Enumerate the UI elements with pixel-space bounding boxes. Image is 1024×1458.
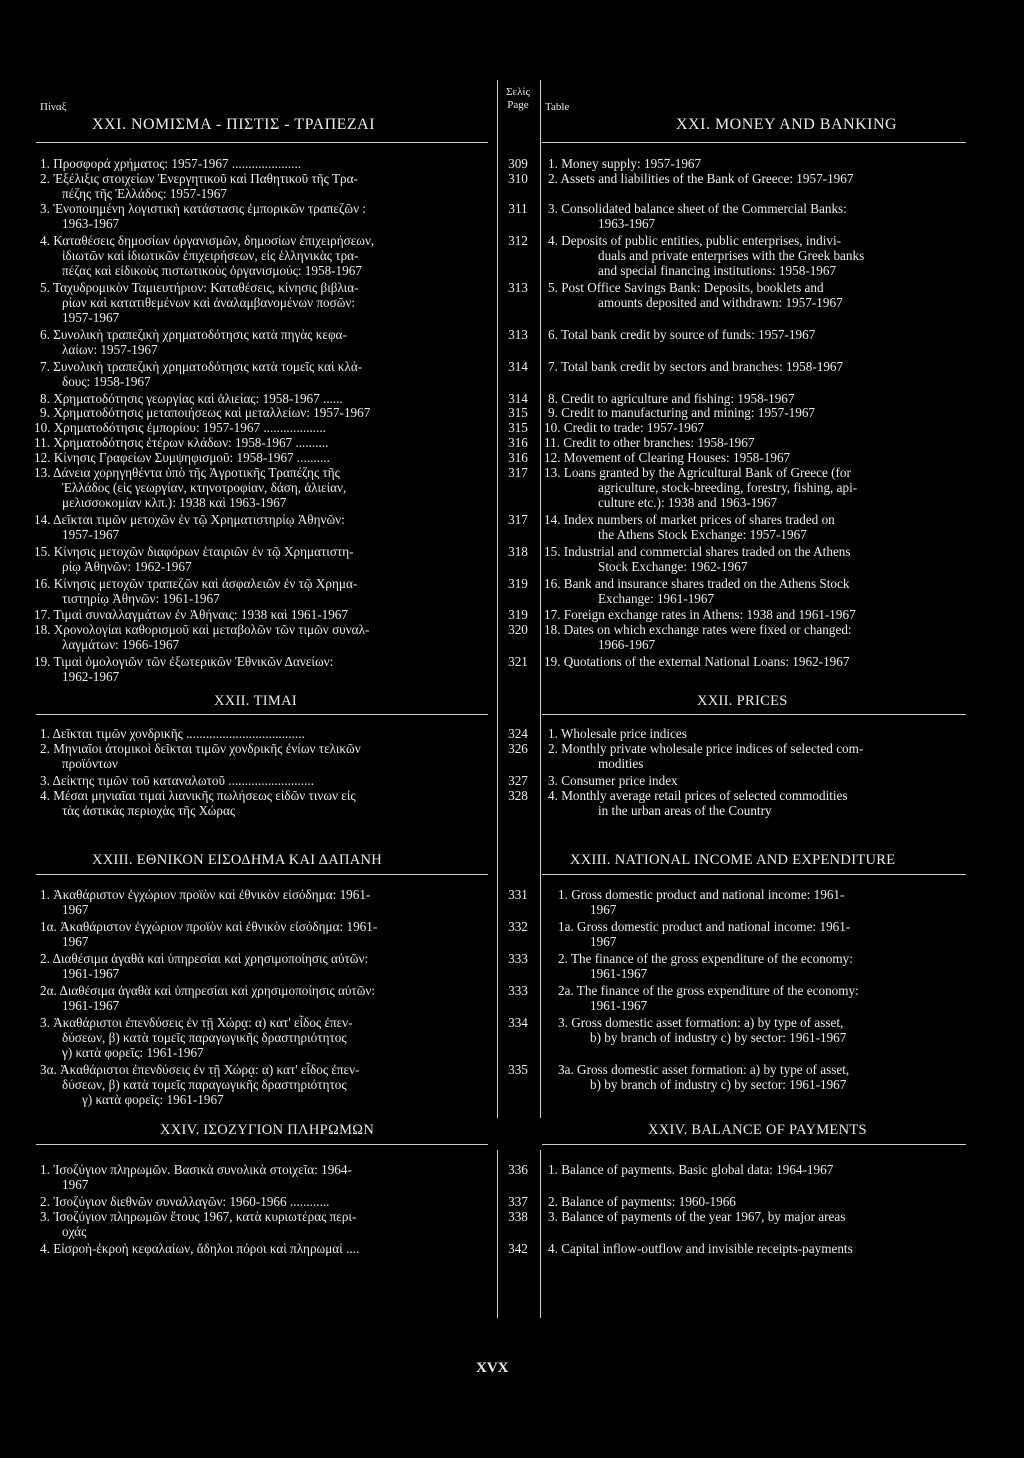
page-number: 310 <box>508 171 528 186</box>
page-number: 317 <box>508 512 528 527</box>
en-entry: Stock Exchange: 1962-1967 <box>598 559 748 574</box>
gr-entry: 3. Ἰσοζύγιον πληρωμῶν ἔτους 1967, κατὰ κυριωτέρας περι- <box>40 1209 357 1224</box>
header-rule-left <box>36 142 488 143</box>
gr-entry: 1α. Ἀκαθάριστον ἐγχώριον προϊὸν καὶ ἐθνικὸν εἰσόδημα: 1961- <box>40 919 378 934</box>
en-section-title: XXI. MONEY AND BANKING <box>676 116 898 133</box>
gr-entry: 2. Ἰσοζύγιον διεθνῶν συναλλαγῶν: 1960-1966 ............ <box>40 1194 330 1209</box>
page-number: 312 <box>508 233 528 248</box>
sec24-en-title: XXIV. BALANCE OF PAYMENTS <box>648 1122 867 1138</box>
en-entry: 1963-1967 <box>598 216 656 231</box>
sec22-rule-right <box>542 714 966 715</box>
en-entry: 1. Balance of payments. Basic global data: 1964-1967 <box>548 1162 834 1177</box>
sec23-rule-right <box>542 874 966 875</box>
gr-entry: 6. Συνολικὴ τραπεζικὴ χρηματοδότησις κατὰ πηγὰς κεφα- <box>40 327 347 342</box>
page-number: 334 <box>508 1015 528 1030</box>
gr-entry: 3. Δείκτης τιμῶν τοῦ καταναλωτοῦ .......................... <box>40 773 314 788</box>
page-number: 318 <box>508 544 528 559</box>
en-entry: 6. Total bank credit by source of funds: 1957-1967 <box>548 327 816 342</box>
en-entry: 1. Money supply: 1957-1967 <box>548 156 702 171</box>
page-number: 326 <box>508 741 528 756</box>
sec24-rule-right <box>542 1144 966 1145</box>
en-entry: 8. Credit to agriculture and fishing: 1958-1967 <box>548 391 795 406</box>
en-entry: 3. Balance of payments of the year 1967, by major areas <box>548 1209 846 1224</box>
gr-entry: 3. Ἀκαθάριστοι ἐπενδύσεις ἐν τῇ Χώρᾳ: α) κατ' εἶδος ἐπεν- <box>40 1015 353 1030</box>
gr-entry: ρίῳ Ἀθηνῶν: 1962-1967 <box>62 559 192 574</box>
en-entry: 1967 <box>590 902 617 917</box>
page-number: 309 <box>508 156 528 171</box>
page-number: 314 <box>508 391 528 406</box>
sec23-gr-title: XXIII. ΕΘΝΙΚΟΝ ΕΙΣΟΔΗΜΑ ΚΑΙ ΔΑΠΑΝΗ <box>92 852 383 868</box>
gr-entry: 2α. Διαθέσιμα ἀγαθὰ καὶ ὑπηρεσίαι καὶ χρησιμοποίησις αὐτῶν: <box>40 983 376 998</box>
page-number: 338 <box>508 1209 528 1224</box>
gr-entry: 12. Κίνησις Γραφείων Συμψηφισμοῦ: 1958-1967 .......... <box>34 450 330 465</box>
gr-entry: δύσεων, β) κατὰ τομεῖς παραγωγικῆς δραστηριότητος <box>62 1030 347 1045</box>
page-number: 319 <box>508 576 528 591</box>
gr-entry: δους: 1958-1967 <box>62 374 151 389</box>
sec24-rule-left <box>36 1144 488 1145</box>
page-number: 313 <box>508 327 528 342</box>
gr-entry: 11. Χρηματοδότησις ἑτέρων κλάδων: 1958-1967 .......... <box>34 435 329 450</box>
en-entry: 1967 <box>590 934 617 949</box>
page-number: 311 <box>508 201 528 216</box>
page-number: 333 <box>508 983 528 998</box>
gr-entry: 15. Κίνησις μετοχῶν διαφόρων ἑταιριῶν ἐν τῷ Χρηματιστη- <box>34 544 354 559</box>
gr-entry: 18. Χρονολογίαι καθορισμοῦ καὶ μεταβολῶν τῶν τιμῶν συναλ- <box>34 622 370 637</box>
en-entry: 1966-1967 <box>598 637 656 652</box>
en-entry: 4. Deposits of public entities, public enterprises, indivi- <box>548 233 842 248</box>
en-entry: 1. Wholesale price indices <box>548 726 687 741</box>
gr-entry: γ) κατὰ φορεῖς: 1961-1967 <box>82 1092 224 1107</box>
gr-entry: 1962-1967 <box>62 669 120 684</box>
en-entry: 3. Gross domestic asset formation: a) by type of asset, <box>558 1015 844 1030</box>
gr-entry: 2. Διαθέσιμα ἀγαθὰ καὶ ὑπηρεσίαι καὶ χρησιμοποίησις αὐτῶν: <box>40 951 369 966</box>
gr-entry: 4. Μέσαι μηνιαῖαι τιμαὶ λιανικῆς πωλήσεως εἰδῶν τινων εἰς <box>40 788 356 803</box>
page-number: 317 <box>508 465 528 480</box>
gr-entry: 4. Εἰσροὴ-ἐκροὴ κεφαλαίων, ἄδηλοι πόροι καὶ πληρωμαί .... <box>40 1241 360 1256</box>
gr-entry: 1. Ἀκαθάριστον ἐγχώριον προϊὸν καὶ ἐθνικὸν εἰσόδημα: 1961- <box>40 887 371 902</box>
en-entry: 10. Credit to trade: 1957-1967 <box>544 420 705 435</box>
gr-entry: μελισσοκομίαν κλπ.): 1938 καὶ 1963-1967 <box>62 495 287 510</box>
en-table-label: Table <box>545 101 570 113</box>
gr-entry: 1957-1967 <box>62 527 120 542</box>
en-entry: 5. Post Office Savings Bank: Deposits, booklets and <box>548 280 824 295</box>
sec22-gr-title: XXII. ΤΙΜΑΙ <box>214 693 298 709</box>
en-entry: the Athens Stock Exchange: 1957-1967 <box>598 527 807 542</box>
en-entry: 15. Industrial and commercial shares traded on the Athens <box>544 544 851 559</box>
gr-entry: ἰδιωτῶν καὶ ἰδιωτικῶν ἐπιχειρήσεων, εἰς ἑλληνικὰς τρα- <box>62 248 359 263</box>
en-entry: 16. Bank and insurance shares traded on the Athens Stock <box>544 576 850 591</box>
en-entry: 12. Movement of Clearing Houses: 1958-1967 <box>544 450 791 465</box>
gr-entry: 1963-1967 <box>62 216 120 231</box>
page-label-en: Page <box>507 99 529 111</box>
gr-entry: 1. Προσφορά χρήματος: 1957-1967 ..................... <box>40 156 302 171</box>
page-number: 314 <box>508 359 528 374</box>
page-number: 324 <box>508 726 528 741</box>
en-entry: 7. Total bank credit by sectors and branches: 1958-1967 <box>548 359 844 374</box>
gr-entry: τὰς ἀστικὰς περιοχὰς τῆς Χώρας <box>62 803 236 818</box>
gr-entry: 1. Δεῖκται τιμῶν χονδρικῆς .................................... <box>40 726 305 741</box>
gr-entry: τιστηρίῳ Ἀθηνῶν: 1961-1967 <box>62 591 220 606</box>
gr-entry: 2. Ἐξέλιξις στοιχείων Ἐνεργητικοῦ καὶ Παθητικοῦ τῆς Τρα- <box>40 171 358 186</box>
gr-entry: δύσεων, β) κατὰ τομεῖς παραγωγικῆς δραστηριότητος <box>62 1077 347 1092</box>
en-entry: 14. Index numbers of market prices of shares traded on <box>544 512 835 527</box>
en-entry: and special financing institutions: 1958-1967 <box>598 263 837 278</box>
sec23-rule-left <box>36 874 488 875</box>
en-entry: 2. Balance of payments: 1960-1966 <box>548 1194 736 1209</box>
gr-entry: προϊόντων <box>62 756 118 771</box>
gr-entry: οχάς <box>62 1224 87 1239</box>
en-entry: 1961-1967 <box>590 998 648 1013</box>
page-number: 332 <box>508 919 528 934</box>
en-entry: 2a. The finance of the gross expenditure of the economy: <box>558 983 859 998</box>
en-entry: 19. Quotations of the external National Loans: 1962-1967 <box>544 654 850 669</box>
gr-entry: γ) κατὰ φορεῖς: 1961-1967 <box>62 1045 204 1060</box>
en-entry: 3. Consolidated balance sheet of the Commercial Banks: <box>548 201 847 216</box>
header-rule-right <box>542 142 966 143</box>
gr-entry: λαγμάτων: 1966-1967 <box>62 637 180 652</box>
gr-entry: 17. Τιμαὶ συναλλαγμάτων ἐν Ἀθήναις: 1938 καὶ 1961-1967 <box>34 607 348 622</box>
en-entry: duals and private enterprises with the Greek banks <box>598 248 865 263</box>
en-entry: culture etc.): 1938 and 1963-1967 <box>598 495 778 510</box>
en-entry: agriculture, stock-breeding, forestry, fishing, api- <box>598 480 858 495</box>
page-number: 313 <box>508 280 528 295</box>
gr-entry: 8. Χρηματοδότησις γεωργίας καὶ ἁλιείας: 1958-1967 ...... <box>40 391 343 406</box>
gr-entry: 4. Καταθέσεις δημοσίων ὀργανισμῶν, δημοσίων ἐπιχειρήσεων, <box>40 233 375 248</box>
en-entry: 3a. Gross domestic asset formation: a) by type of asset, <box>558 1062 850 1077</box>
sec24-column-rule-right <box>540 1150 541 1318</box>
en-entry: 9. Credit to manufacturing and mining: 1957-1967 <box>548 405 816 420</box>
en-entry: 1a. Gross domestic product and national income: 1961- <box>558 919 851 934</box>
en-entry: in the urban areas of the Country <box>598 803 772 818</box>
page-number: 316 <box>508 450 528 465</box>
gr-entry: πέζης τῆς Ἑλλάδος: 1957-1967 <box>62 186 227 201</box>
gr-entry: 3. Ἑνοποιημένη λογιστικὴ κατάστασις ἐμπορικῶν τραπεζῶν : <box>40 201 366 216</box>
gr-entry: λαίων: 1957-1967 <box>62 342 158 357</box>
sec22-en-title: XXII. PRICES <box>697 693 788 709</box>
gr-entry: 1967 <box>62 1177 89 1192</box>
gr-entry: 2. Μηνιαῖοι ἀτομικοὶ δεῖκται τιμῶν χονδρικῆς ἐνίων τελικῶν <box>40 741 361 756</box>
gr-section-title: XXI. ΝΟΜΙΣΜΑ - ΠΙΣΤΙΣ - ΤΡΑΠΕΖΑΙ <box>92 116 376 133</box>
en-entry: 2. Assets and liabilities of the Bank of Greece: 1957-1967 <box>548 171 854 186</box>
gr-entry: 5. Ταχυδρομικὸν Ταμιευτήριον: Καταθέσεις, κίνησις βιβλια- <box>40 280 359 295</box>
gr-entry: 1961-1967 <box>62 966 120 981</box>
en-entry: b) by branch of industry c) by sector: 1961-1967 <box>590 1077 847 1092</box>
en-entry: Exchange: 1961-1967 <box>598 591 715 606</box>
page-number: 315 <box>508 420 528 435</box>
en-entry: 2. The finance of the gross expenditure of the economy: <box>558 951 853 966</box>
page-number: 333 <box>508 951 528 966</box>
en-entry: 4. Monthly average retail prices of selected commodities <box>548 788 848 803</box>
page-number: 327 <box>508 773 528 788</box>
gr-entry: 14. Δεῖκται τιμῶν μετοχῶν ἐν τῷ Χρηματιστηρίῳ Ἀθηνῶν: <box>34 512 345 527</box>
page-label-gr: Σελίς <box>506 86 530 98</box>
sec24-gr-title: XXIV. ΙΣΟΖΥΓΙΟΝ ΠΛΗΡΩΜΩΝ <box>160 1122 375 1138</box>
en-entry: 17. Foreign exchange rates in Athens: 1938 and 1961-1967 <box>544 607 856 622</box>
page-number: 319 <box>508 607 528 622</box>
footer-page-number: XVX <box>476 1360 509 1376</box>
page-number: 321 <box>508 654 528 669</box>
sec22-rule-left <box>36 714 488 715</box>
page-number: 320 <box>508 622 528 637</box>
gr-entry: 10. Χρηματοδότησις ἐμπορίου: 1957-1967 ................... <box>34 420 326 435</box>
en-entry: 13. Loans granted by the Agricultural Bank of Greece (for <box>544 465 851 480</box>
gr-entry: Ἑλλάδος (εἰς γεωργίαν, κτηνοτροφίαν, δάση, ἁλιείαν, <box>62 480 347 495</box>
gr-entry: 1967 <box>62 934 89 949</box>
column-rule-right <box>540 80 541 1118</box>
gr-entry: 1. Ἰσοζύγιον πληρωμῶν. Βασικὰ συνολικὰ στοιχεῖα: 1964- <box>40 1162 352 1177</box>
gr-entry: 19. Τιμαὶ ὁμολογιῶν τῶν ἐξωτερικῶν Ἐθνικῶν Δανείων: <box>34 654 334 669</box>
page-number: 316 <box>508 435 528 450</box>
en-entry: b) by branch of industry c) by sector: 1961-1967 <box>590 1030 847 1045</box>
page-number: 315 <box>508 405 528 420</box>
page-number: 335 <box>508 1062 528 1077</box>
en-entry: 4. Capital inflow-outflow and invisible receipts-payments <box>548 1241 853 1256</box>
gr-table-label: Πίναξ <box>40 101 67 113</box>
gr-entry: πέζας καὶ εἰδικοὺς πιστωτικοὺς ὀργανισμούς: 1958-1967 <box>62 263 362 278</box>
gr-entry: 7. Συνολικὴ τραπεζικὴ χρηματοδότησις κατὰ τομεῖς καὶ κλά- <box>40 359 363 374</box>
en-entry: 18. Dates on which exchange rates were fixed or changed: <box>544 622 852 637</box>
en-entry: 1. Gross domestic product and national income: 1961- <box>558 887 845 902</box>
page-number: 342 <box>508 1241 528 1256</box>
gr-entry: 9. Χρηματοδότησις μεταποιήσεως καὶ μεταλλείων: 1957-1967 <box>40 405 371 420</box>
gr-entry: ρίων καὶ κατατιθεμένων καὶ ἀναλαμβανομένων ποσῶν: <box>62 295 356 310</box>
en-entry: amounts deposited and withdrawn: 1957-1967 <box>598 295 843 310</box>
en-entry: modities <box>598 756 644 771</box>
en-entry: 11. Credit to other branches: 1958-1967 <box>544 435 755 450</box>
page-number: 328 <box>508 788 528 803</box>
gr-entry: 16. Κίνησις μετοχῶν τραπεζῶν καὶ ἀσφαλειῶν ἐν τῷ Χρημα- <box>34 576 358 591</box>
gr-entry: 1957-1967 <box>62 310 120 325</box>
gr-entry: 13. Δάνεια χορηγηθέντα ὑπὸ τῆς Ἀγροτικῆς Τραπέζης τῆς <box>34 465 340 480</box>
en-entry: 2. Monthly private wholesale price indices of selected com- <box>548 741 864 756</box>
page-number: 336 <box>508 1162 528 1177</box>
en-entry: 1961-1967 <box>590 966 648 981</box>
gr-entry: 1961-1967 <box>62 998 120 1013</box>
page-number: 337 <box>508 1194 528 1209</box>
en-entry: 3. Consumer price index <box>548 773 678 788</box>
sec23-en-title: XXIII. NATIONAL INCOME AND EXPENDITURE <box>570 852 896 868</box>
gr-entry: 1967 <box>62 902 89 917</box>
gr-entry: 3α. Ἀκαθάριστοι ἐπενδύσεις ἐν τῇ Χώρᾳ: α) κατ' εἶδος ἐπεν- <box>40 1062 360 1077</box>
page-number: 331 <box>508 887 528 902</box>
